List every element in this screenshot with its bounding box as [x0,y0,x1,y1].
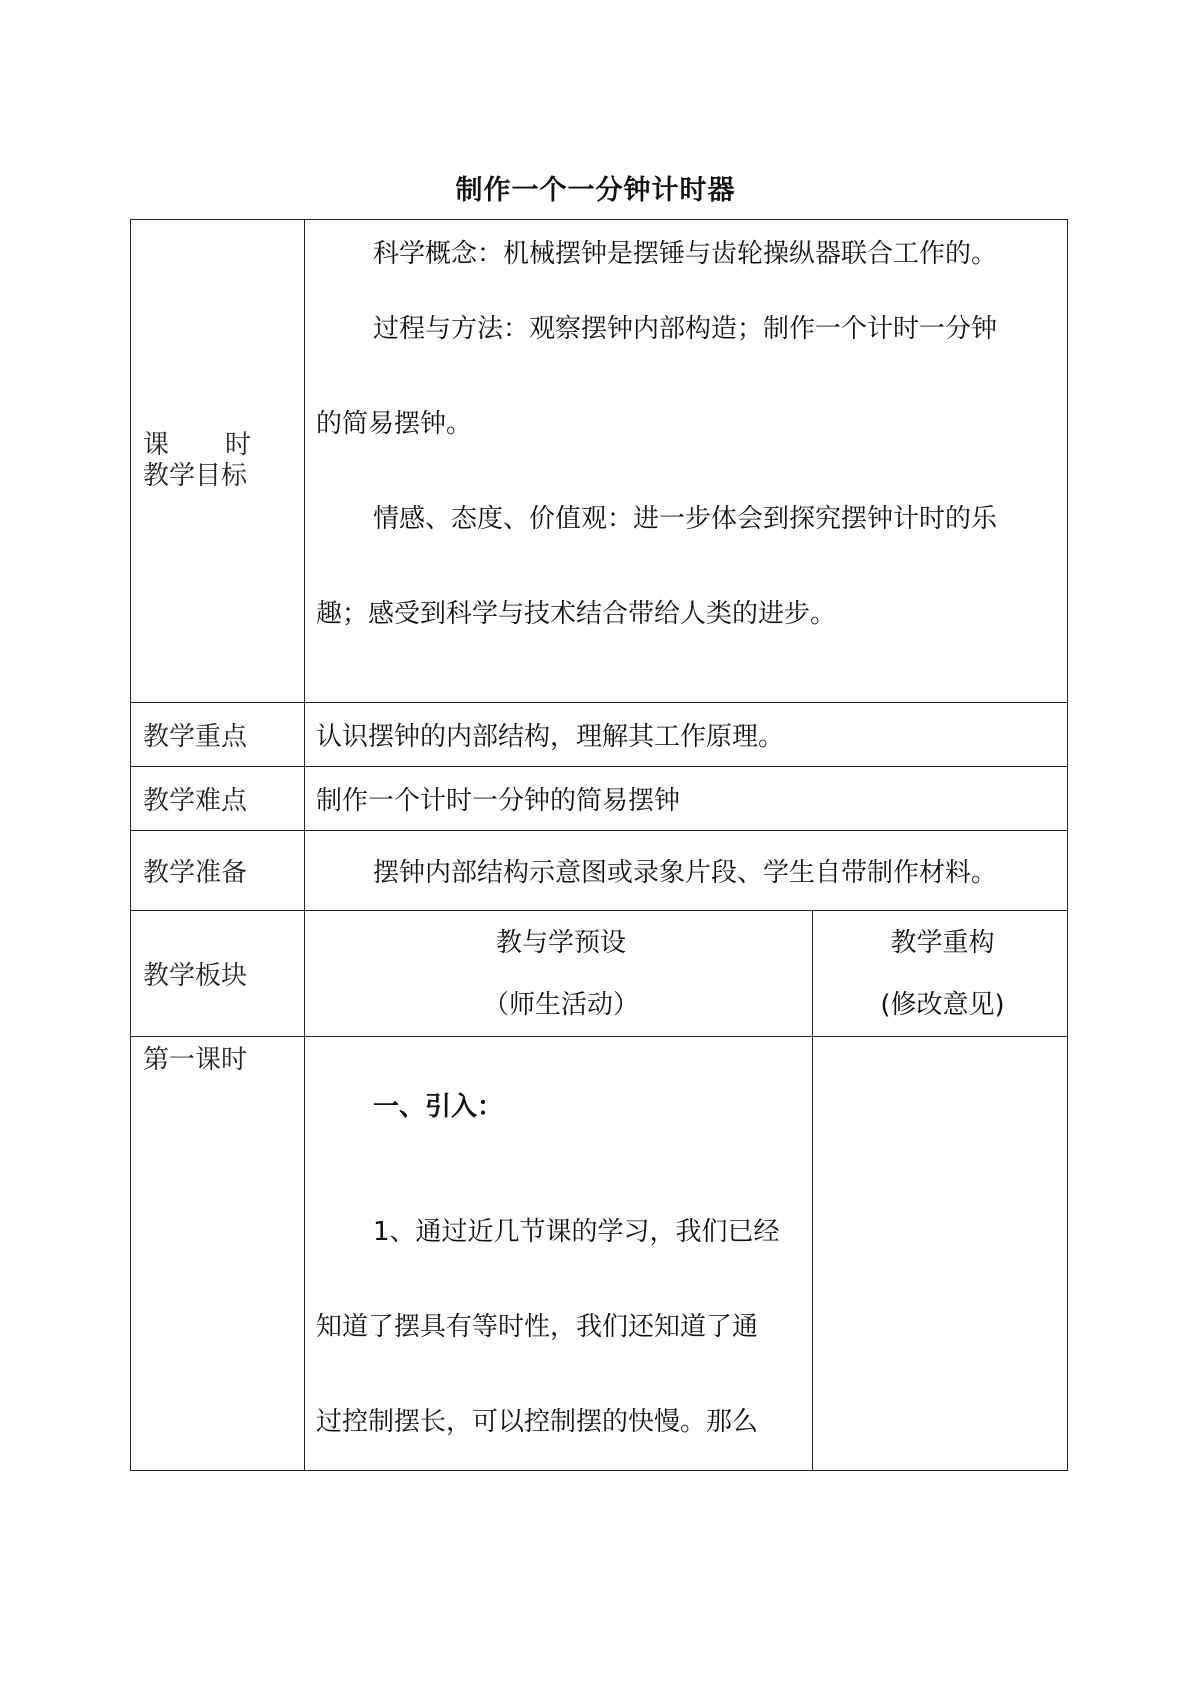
emotion-attitude-line1: 情感、态度、价值观：进一步体会到探究摆钟计时的乐 [373,504,998,534]
reconstruct-header [813,911,1068,1037]
objectives-row [131,220,1068,703]
objectives-label-part-b: 时 [224,430,251,460]
lesson-text-line2: 知道了摆具有等时性，我们还知道了通 [316,1312,759,1342]
process-method-line1: 过程与方法：观察摆钟内部构造；制作一个计时一分钟 [373,314,998,344]
first-lesson-label: 第一课时 [131,1037,305,1471]
first-lesson-content [305,1037,813,1471]
objectives-label-line2: 教学目标 [143,461,248,491]
objectives-label [131,220,305,703]
block-label: 教学板块 [131,911,305,1037]
lesson-text-line1: 1、通过近几节课的学习，我们已经 [373,1217,780,1247]
objectives-label-part-a: 课 [143,430,170,460]
key-point-row [131,703,1068,767]
preparation-label: 教学准备 [131,831,305,911]
lesson-text-line3: 过控制摆长，可以控制摆的快慢。那么 [316,1407,759,1437]
difficulty-text: 制作一个计时一分钟的简易摆钟 [305,767,1068,831]
preset-header-line1: 教与学预设 [495,927,626,958]
key-point-label: 教学重点 [131,703,305,767]
preparation-row [131,831,1068,911]
difficulty-label: 教学难点 [131,767,305,831]
reconstruct-header-line1: 教学重构 [890,927,995,958]
difficulty-row [131,767,1068,831]
emotion-attitude-line2: 趣；感受到科学与技术结合带给人类的进步。 [316,599,837,629]
process-method-line2: 的简易摆钟。 [316,409,473,439]
science-concept-text: 科学概念：机械摆钟是摆锤与齿轮操纵器联合工作的。 [373,239,998,269]
block-header-row [131,911,1068,1037]
preset-header [305,911,813,1037]
key-point-text: 认识摆钟的内部结构，理解其工作原理。 [305,703,1068,767]
first-lesson-row [131,1037,1068,1471]
preset-header-line2: （师生活动） [482,989,639,1020]
reconstruct-header-line2: (修改意见) [880,989,1005,1020]
document-title: 制作一个一分钟计时器 [455,175,736,206]
lesson-plan-table [130,219,1068,1471]
objectives-content [305,220,1068,703]
reconstruct-notes-cell [813,1037,1068,1471]
introduction-heading: 一、引入： [373,1092,504,1122]
preparation-text: 摆钟内部结构示意图或录象片段、学生自带制作材料。 [305,831,1068,911]
